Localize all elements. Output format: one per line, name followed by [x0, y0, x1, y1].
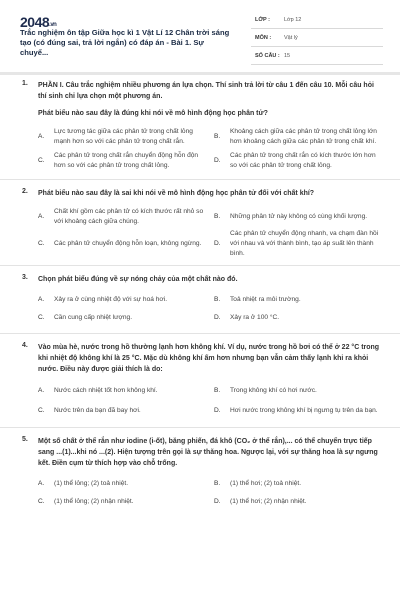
meta-class-row	[251, 11, 383, 29]
meta-subject-row	[251, 29, 383, 47]
meta-class-label: LỚP :	[255, 17, 270, 23]
question-number: 5.	[22, 436, 28, 443]
option-letter: B.	[214, 387, 221, 394]
option-letter: A.	[38, 480, 45, 487]
option-text: Toả nhiệt ra môi trường.	[230, 296, 301, 303]
option-letter: C.	[38, 314, 45, 321]
option-b[interactable]	[214, 475, 382, 493]
question-divider	[0, 265, 400, 266]
options-grid	[38, 205, 382, 259]
option-text: Lực tương tác giữa các phân tử trong chất lỏng mạnh hơn so với các phân tử trong chất rắn.	[54, 128, 193, 145]
header-divider	[0, 72, 400, 75]
meta-class-value: Lớp 12	[284, 17, 302, 23]
option-c[interactable]	[38, 309, 206, 327]
option-text: Khoảng cách giữa các phân tử trong chất lỏng lớn hơn khoảng cách giữa các phân tử trong chất khí.	[230, 128, 377, 145]
question-list	[0, 80, 400, 511]
question-stem: Một số chất ở thể rắn như iodine (i-ốt), băng phiến, đá khô (CO₂ ở thể rắn),... có thể chuyển trực tiếp sang ...(1)...khi nó ...(2). Hiện tượng trên gọi là sự thăng hoa. Ngược lại, với sự thăng hoa là sự ngưng kết. Điền cụm từ thích hợp vào chỗ trống.	[38, 438, 378, 467]
question-prompt: Phát biểu nào sau đây là đúng khi nói về mô hình động học phân tử?	[38, 110, 268, 117]
option-letter: D.	[214, 407, 221, 414]
option-a[interactable]	[38, 381, 206, 401]
question-number: 1.	[22, 80, 28, 87]
option-text: Hơi nước trong không khí bị ngưng tụ trên da bạn.	[230, 407, 378, 414]
option-c[interactable]	[38, 229, 206, 259]
logo-suffix: .vn	[49, 22, 57, 28]
option-letter: C.	[38, 498, 45, 505]
option-text: (1) thể hơi; (2) toả nhiệt.	[230, 480, 302, 487]
question-divider	[0, 333, 400, 334]
question-3	[0, 274, 400, 327]
question-5	[0, 436, 400, 511]
option-letter: B.	[214, 213, 221, 220]
options-grid	[38, 291, 382, 327]
option-text: Cần cung cấp nhiệt lượng.	[54, 314, 133, 321]
option-text: Nước trên da bạn đã bay hơi.	[54, 407, 141, 414]
option-letter: A.	[38, 213, 45, 220]
option-text: Các phân tử chuyển động nhanh, va chạm đàn hồi với nhau và với thành bình, tạo áp suất lên thành bình.	[230, 230, 379, 257]
option-letter: C.	[38, 240, 45, 247]
logo-text: 2048	[20, 14, 50, 30]
question-number: 2.	[22, 188, 28, 195]
option-letter: B.	[214, 133, 221, 140]
option-b[interactable]	[214, 381, 382, 401]
question-divider	[0, 179, 400, 180]
option-letter: D.	[214, 314, 221, 321]
option-letter: D.	[214, 157, 221, 164]
option-a[interactable]	[38, 475, 206, 493]
question-2	[0, 188, 400, 259]
quiz-meta-panel	[251, 11, 383, 65]
question-stem: Vào mùa hè, nước trong hồ thường lạnh hơn không khí. Ví dụ, nước trong hồ bơi có thể ở 22 °C trong khi nhiệt độ không khí là 25 °C. Mặc dù không khí ấm hơn nhưng bạn vẫn cảm thấy lạnh khi ra khỏi nước. Điều này được giải thích là do:	[38, 344, 380, 373]
option-b[interactable]	[214, 291, 382, 309]
option-d[interactable]	[214, 149, 382, 173]
option-text: Các phân tử chuyển động hỗn loạn, không ngừng.	[54, 240, 202, 247]
option-letter: C.	[38, 407, 45, 414]
option-a[interactable]	[38, 205, 206, 229]
option-d[interactable]	[214, 493, 382, 511]
meta-count-label: SỐ CÂU :	[255, 53, 280, 59]
option-text: (1) thể lỏng; (2) toả nhiệt.	[54, 480, 129, 487]
option-letter: C.	[38, 157, 45, 164]
option-text: Các phân tử trong chất rắn chuyển động hỗn độn hơn so với các phân tử trong chất lỏng.	[54, 152, 199, 169]
option-text: (1) thể lỏng; (2) nhận nhiệt.	[54, 498, 134, 505]
question-number: 4.	[22, 342, 28, 349]
option-letter: A.	[38, 387, 45, 394]
option-text: Xảy ra ở 100 °C.	[230, 314, 280, 321]
option-letter: B.	[214, 480, 221, 487]
option-text: Những phân tử này không có cùng khối lượng.	[230, 213, 368, 220]
option-text: (1) thể hơi; (2) nhận nhiệt.	[230, 498, 307, 505]
question-4	[0, 342, 400, 421]
meta-subject-label: MÔN :	[255, 35, 272, 41]
question-1	[0, 80, 400, 173]
option-b[interactable]	[214, 125, 382, 149]
option-letter: B.	[214, 296, 221, 303]
question-stem: PHẦN I. Câu trắc nghiệm nhiều phương án lựa chọn. Thí sinh trả lời từ câu 1 đến câu 10. Mỗi câu hỏi thí sinh chỉ lựa chọn một phương án.	[38, 82, 374, 100]
question-stem: Phát biểu nào sau đây là sai khi nói về mô hình động học phân tử đối với chất khí?	[38, 190, 315, 197]
option-letter: A.	[38, 133, 45, 140]
option-letter: D.	[214, 498, 221, 505]
option-b[interactable]	[214, 205, 382, 229]
options-grid	[38, 381, 382, 421]
option-text: Trong không khí có hơi nước.	[230, 387, 317, 394]
option-letter: D.	[214, 240, 221, 247]
option-a[interactable]	[38, 125, 206, 149]
page-header	[0, 0, 400, 70]
option-text: Nước cách nhiệt tốt hơn không khí.	[54, 387, 158, 394]
option-letter: A.	[38, 296, 45, 303]
options-grid	[38, 125, 382, 173]
page-title: Trắc nghiệm ôn tập Giữa học kì 1 Vật Lí 12 Chân trời sáng tạo (có đúng sai, trả lời ngắn) có đáp án - Bài 1. Sự chuyể...	[20, 28, 230, 57]
question-divider	[0, 427, 400, 428]
question-stem: Chọn phát biểu đúng về sự nóng chảy của một chất nào đó.	[38, 276, 238, 283]
option-c[interactable]	[38, 493, 206, 511]
options-grid	[38, 475, 382, 511]
meta-subject-value: Vật lý	[284, 35, 298, 41]
option-text: Xảy ra ở cùng nhiệt độ với sự hoá hơi.	[54, 296, 168, 303]
meta-count-value: 15	[284, 53, 291, 59]
question-number: 3.	[22, 274, 28, 281]
option-d[interactable]	[214, 309, 382, 327]
option-c[interactable]	[38, 149, 206, 173]
option-text: Các phân tử trong chất rắn có kích thước lớn hơn so với các phân tử trong chất lỏng.	[230, 152, 376, 169]
option-d[interactable]	[214, 401, 382, 421]
option-text: Chất khí gồm các phân tử có kích thước rất nhỏ so với khoảng cách giữa chúng.	[54, 208, 204, 225]
meta-count-row	[251, 47, 383, 65]
option-a[interactable]	[38, 291, 206, 309]
option-c[interactable]	[38, 401, 206, 421]
option-d[interactable]	[214, 229, 382, 259]
